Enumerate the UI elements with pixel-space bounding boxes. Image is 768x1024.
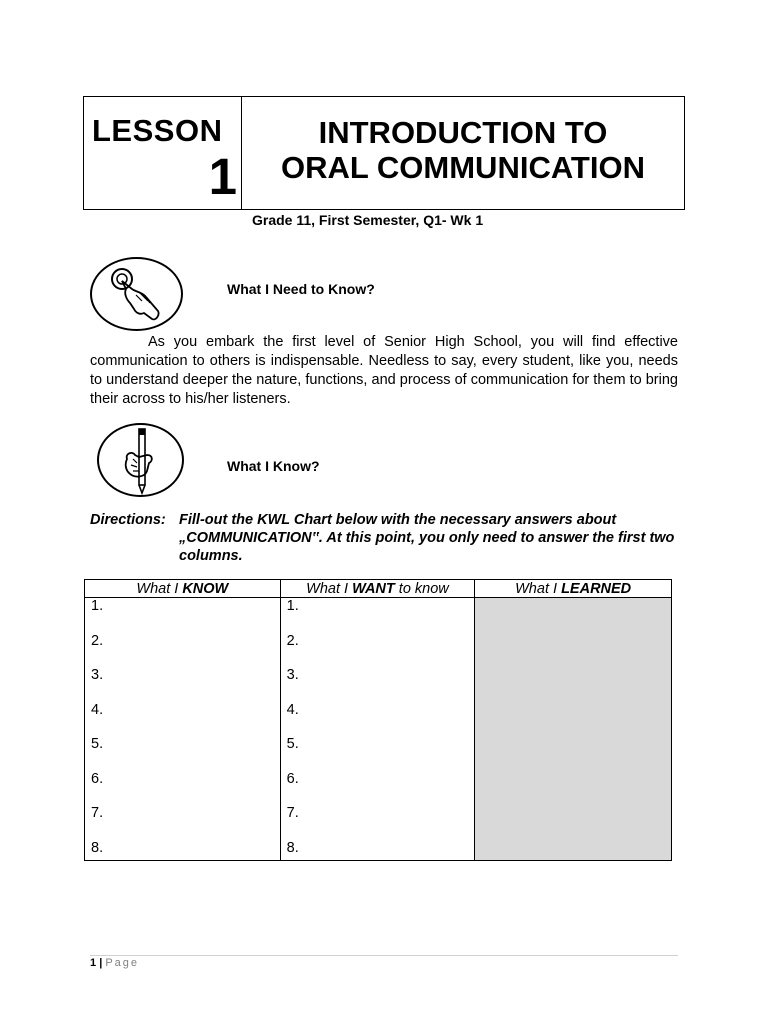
kwl-know-item: 5. (91, 736, 104, 752)
kwl-chart (84, 579, 672, 861)
kwl-want-item: 7. (286, 805, 299, 821)
kwl-want-item: 3. (286, 667, 299, 683)
hand-pressing-button-icon (90, 257, 183, 331)
footer-divider (90, 955, 678, 956)
kwl-body-row (85, 598, 672, 861)
kwl-know-item: 6. (91, 770, 104, 787)
lesson-header-box (83, 96, 685, 210)
lesson-label-cell (84, 97, 242, 209)
kwl-want-item: 2. (286, 632, 299, 649)
kwl-header-learned: What I LEARNED (475, 580, 672, 598)
lesson-title-line2: ORAL COMMUNICATION (281, 150, 645, 185)
kwl-want-column[interactable] (280, 598, 475, 861)
grade-subtitle: Grade 11, First Semester, Q1- Wk 1 (252, 212, 484, 228)
kwl-know-item: 4. (91, 701, 104, 718)
kwl-want-item: 5. (286, 736, 299, 752)
kwl-want-item: 8. (286, 839, 299, 856)
lesson-number: 1 (208, 148, 237, 205)
lesson-word: LESSON (92, 113, 223, 148)
kwl-know-item: 2. (91, 632, 104, 649)
lesson-title-line1: INTRODUCTION TO (318, 115, 608, 150)
directions-label: Directions: (90, 512, 166, 528)
kwl-know-item: 7. (91, 805, 104, 821)
lesson-title-cell (242, 97, 684, 209)
kwl-header-row (85, 580, 672, 598)
kwl-know-column[interactable] (85, 598, 281, 861)
what-i-need-to-know-heading: What I Need to Know? (227, 281, 375, 297)
directions-text: Fill-out the KWL Chart below with the necessary answers about „COMMUNICATION‟. At this point, you only need to answer the first two columns. (179, 512, 675, 564)
what-i-know-heading: What I Know? (227, 458, 320, 474)
page-footer (90, 957, 139, 969)
kwl-header-want: What I WANT to know (280, 580, 475, 598)
kwl-header-know: What I KNOW (85, 580, 281, 598)
kwl-want-item: 4. (286, 701, 299, 718)
kwl-know-item: 1. (91, 598, 104, 614)
hand-holding-pencil-icon (97, 423, 184, 497)
page-label: Page (105, 957, 140, 969)
page-number: 1 (90, 957, 97, 969)
kwl-learned-column[interactable] (475, 598, 672, 861)
kwl-want-item: 1. (286, 598, 299, 614)
kwl-know-item: 8. (91, 839, 104, 856)
kwl-know-item: 3. (91, 667, 104, 683)
kwl-want-item: 6. (286, 770, 299, 787)
intro-paragraph: As you embark the first level of Senior High School, you will find effective communication to others is indispensable. Needless to say, every student, like you, needs to understand deeper the nature, functions, and process of communication for them to bring their across to his/her listeners. (90, 334, 678, 407)
footer-separator: | (99, 957, 103, 969)
